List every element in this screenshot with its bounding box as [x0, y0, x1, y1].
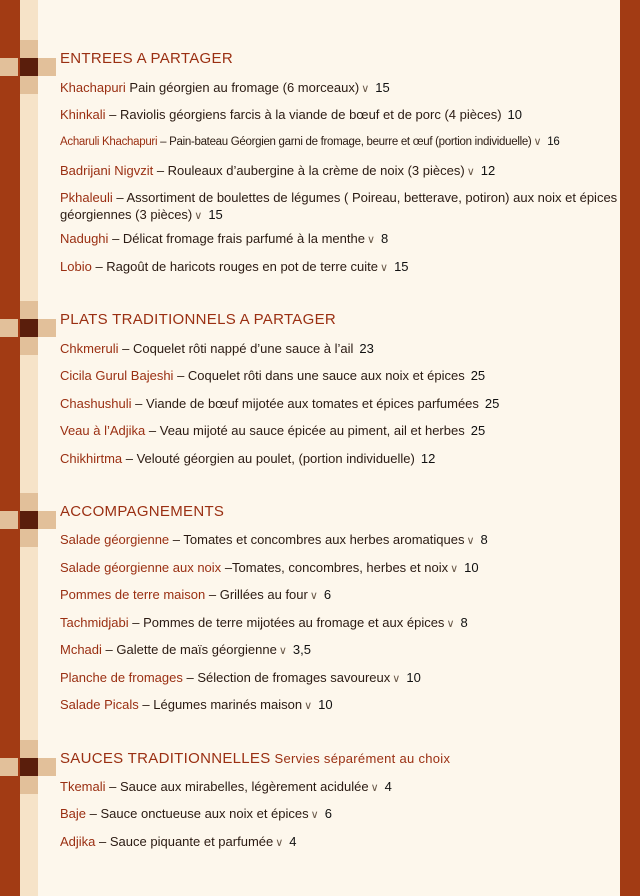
- menu-item-price: 8: [480, 532, 488, 547]
- menu-item-description: – Coquelet rôti nappé d’une sauce à l’ail: [122, 341, 354, 356]
- menu-item-name: Khachapuri: [60, 80, 126, 95]
- motif-cell: [20, 76, 38, 94]
- menu-item-description: – Coquelet rôti dans une sauce aux noix et épices: [177, 368, 465, 383]
- section-title-text: SAUCES TRADITIONNELLES: [60, 750, 271, 767]
- motif-cell: [0, 511, 18, 529]
- vegetarian-leaf-icon: ∨: [370, 782, 379, 794]
- menu-item-name: Acharuli Khachapuri: [60, 136, 158, 148]
- menu-item: [60, 559, 620, 578]
- menu-item-description: – Ragoût de haricots rouges en pot de terre cuite: [95, 259, 379, 274]
- section-title-text: ACCOMPAGNEMENTS: [60, 503, 225, 520]
- border-motif: [0, 301, 56, 357]
- menu-item-name: Khinkali: [60, 107, 106, 122]
- menu-item: [60, 531, 620, 550]
- motif-cell: [20, 319, 38, 337]
- menu-item: [60, 162, 620, 181]
- menu-item-name: Salade géorgienne aux noix: [60, 560, 222, 575]
- menu-item-description: – Sélection de fromages savoureux: [186, 670, 391, 685]
- menu-item-price: 12: [480, 163, 496, 178]
- menu-item-price: 10: [318, 697, 333, 712]
- menu-item-name: Mchadi: [60, 642, 102, 657]
- menu-item-description: – Tomates et concombres aux herbes aromatiques: [172, 532, 465, 547]
- menu-item-name: Pkhaleuli: [60, 190, 113, 205]
- menu-item: [60, 641, 620, 660]
- menu-item: [60, 230, 620, 249]
- menu-item: [60, 450, 620, 467]
- menu-item-description: – Assortiment de boulettes de légumes ( Poireau, betterave, potiron) aux noix et épices géorgiennes (3 pièces): [60, 190, 618, 222]
- menu-item: [60, 367, 620, 384]
- menu-item-price: 4: [384, 779, 392, 794]
- menu-item-name: Baje: [60, 806, 87, 821]
- menu-item-description: – Veau mijoté au sauce épicée au piment, ail et herbes: [148, 423, 465, 438]
- menu-item-price: 3,5: [292, 642, 311, 657]
- menu-item-name: Salade géorgienne: [60, 532, 170, 547]
- menu-item: [60, 258, 620, 277]
- vegetarian-leaf-icon: ∨: [446, 618, 455, 630]
- motif-cell: [0, 58, 18, 76]
- menu-item-price: 6: [324, 806, 332, 821]
- vegetarian-leaf-icon: ∨: [275, 837, 284, 849]
- menu-item-name: Adjika: [60, 834, 96, 849]
- menu-item: [60, 696, 620, 715]
- vegetarian-leaf-icon: ∨: [309, 590, 318, 602]
- motif-cell: [20, 493, 38, 511]
- vegetarian-leaf-icon: ∨: [366, 234, 376, 246]
- section-title: [60, 50, 233, 67]
- menu-item-name: Chikhirtma: [60, 451, 123, 466]
- menu-item: [60, 833, 620, 852]
- menu-item-price: 23: [359, 341, 374, 356]
- menu-item-price: 25: [470, 423, 486, 438]
- motif-cell: [38, 511, 56, 529]
- motif-cell: [38, 58, 56, 76]
- section-title-text: ENTREES A PARTAGER: [60, 50, 233, 67]
- motif-cell: [20, 758, 38, 776]
- section-title: [60, 503, 224, 520]
- vegetarian-leaf-icon: ∨: [450, 563, 459, 575]
- motif-cell: [20, 529, 38, 547]
- vegetarian-leaf-icon: ∨: [310, 809, 319, 821]
- menu-item-description: – Raviolis géorgiens farcis à la viande de bœuf et de porc (4 pièces): [109, 107, 502, 122]
- menu-item-description: – Velouté géorgien au poulet, (portion individuelle): [125, 451, 415, 466]
- vegetarian-leaf-icon: ∨: [278, 645, 287, 657]
- motif-cell: [20, 776, 38, 794]
- menu-item-name: Lobio: [60, 259, 92, 274]
- right-border: [620, 0, 640, 896]
- menu-item: [60, 669, 620, 688]
- menu-item-description: – Délicat fromage frais parfumé à la menthe: [112, 231, 365, 246]
- menu-item-price: 8: [460, 615, 468, 630]
- menu-item-price: 15: [394, 259, 409, 274]
- menu-item-description: – Viande de bœuf mijotée aux tomates et épices parfumées: [135, 396, 479, 411]
- menu-item: [60, 422, 620, 439]
- menu-item: [60, 340, 620, 357]
- vegetarian-leaf-icon: ∨: [466, 535, 475, 547]
- menu-item: [60, 134, 620, 151]
- motif-cell: [20, 301, 38, 319]
- vegetarian-leaf-icon: ∨: [380, 262, 389, 274]
- menu-item: [60, 395, 620, 412]
- motif-cell: [20, 337, 38, 355]
- section-title: [60, 750, 450, 767]
- menu-item-price: 10: [406, 670, 421, 685]
- border-motif: [0, 740, 56, 796]
- menu-item-name: Badrijani Nigvzit: [60, 163, 154, 178]
- vegetarian-leaf-icon: ∨: [304, 700, 313, 712]
- menu-item: [60, 614, 620, 633]
- motif-cell: [20, 740, 38, 758]
- section-title: [60, 311, 336, 328]
- menu-item-price: 12: [420, 451, 436, 466]
- menu-item-name: Tkemali: [60, 779, 106, 794]
- menu-item-price: 8: [381, 231, 389, 246]
- menu-item-name: Pommes de terre maison: [60, 587, 206, 602]
- vegetarian-leaf-icon: ∨: [533, 136, 542, 148]
- menu-item-name: Planche de fromages: [60, 670, 183, 685]
- menu-item-name: Cicila Gurul Bajeshi: [60, 368, 174, 383]
- motif-cell: [38, 758, 56, 776]
- menu-item: [60, 805, 620, 824]
- menu-item-name: Tachmidjabi: [60, 615, 129, 630]
- motif-cell: [20, 58, 38, 76]
- menu-item-description: – Rouleaux d’aubergine à la crème de noix (3 pièces): [156, 163, 465, 178]
- menu-item-name: Chkmeruli: [60, 341, 119, 356]
- menu-item-description: – Grillées au four: [208, 587, 308, 602]
- menu-item: [60, 79, 620, 98]
- menu-item-description: – Pommes de terre mijotées au fromage et aux épices: [132, 615, 445, 630]
- border-motif: [0, 40, 56, 96]
- menu-item-price: 25: [484, 396, 500, 411]
- menu-item-description: – Sauce piquante et parfumée: [99, 834, 274, 849]
- menu-item: [60, 778, 620, 797]
- menu-item: [60, 586, 620, 605]
- menu-item-description: – Pain-bateau Géorgien garni de fromage, beurre et œuf (portion individuelle): [160, 136, 532, 148]
- border-motif: [0, 493, 56, 549]
- vegetarian-leaf-icon: ∨: [392, 673, 401, 685]
- menu-item-description: Pain géorgien au fromage (6 morceaux): [129, 80, 360, 95]
- menu-item-name: Chashushuli: [60, 396, 132, 411]
- motif-cell: [20, 511, 38, 529]
- motif-cell: [38, 319, 56, 337]
- section-title-text: PLATS TRADITIONNELS A PARTAGER: [60, 311, 337, 328]
- motif-cell: [20, 40, 38, 58]
- menu-item-price: 6: [323, 587, 332, 602]
- menu-item-name: Salade Picals: [60, 697, 139, 712]
- vegetarian-leaf-icon: ∨: [361, 83, 370, 95]
- motif-cell: [0, 319, 18, 337]
- menu-item-price: 25: [470, 368, 486, 383]
- menu-item: [60, 106, 620, 123]
- vegetarian-leaf-icon: ∨: [466, 166, 475, 178]
- menu-item-price: 4: [289, 834, 297, 849]
- vegetarian-leaf-icon: ∨: [194, 210, 203, 222]
- motif-cell: [0, 758, 18, 776]
- menu-item-description: – Sauce aux mirabelles, légèrement acidulée: [109, 779, 369, 794]
- menu-item: [60, 189, 620, 225]
- menu-item-price: 16: [547, 136, 560, 148]
- menu-item-description: – Légumes marinés maison: [142, 697, 303, 712]
- menu-item-price: 15: [375, 80, 390, 95]
- menu-item-description: – Galette de maïs géorgienne: [105, 642, 277, 657]
- menu-item-name: Veau à l’Adjika: [60, 423, 146, 438]
- menu-item-description: – Sauce onctueuse aux noix et épices: [89, 806, 309, 821]
- menu-item-price: 10: [507, 107, 522, 122]
- menu-item-price: 10: [464, 560, 479, 575]
- menu-item-description: –Tomates, concombres, herbes et noix: [224, 560, 449, 575]
- section-subtitle: Servies séparément au choix: [274, 751, 451, 766]
- menu-item-price: 15: [208, 207, 223, 222]
- menu-item-name: Nadughi: [60, 231, 109, 246]
